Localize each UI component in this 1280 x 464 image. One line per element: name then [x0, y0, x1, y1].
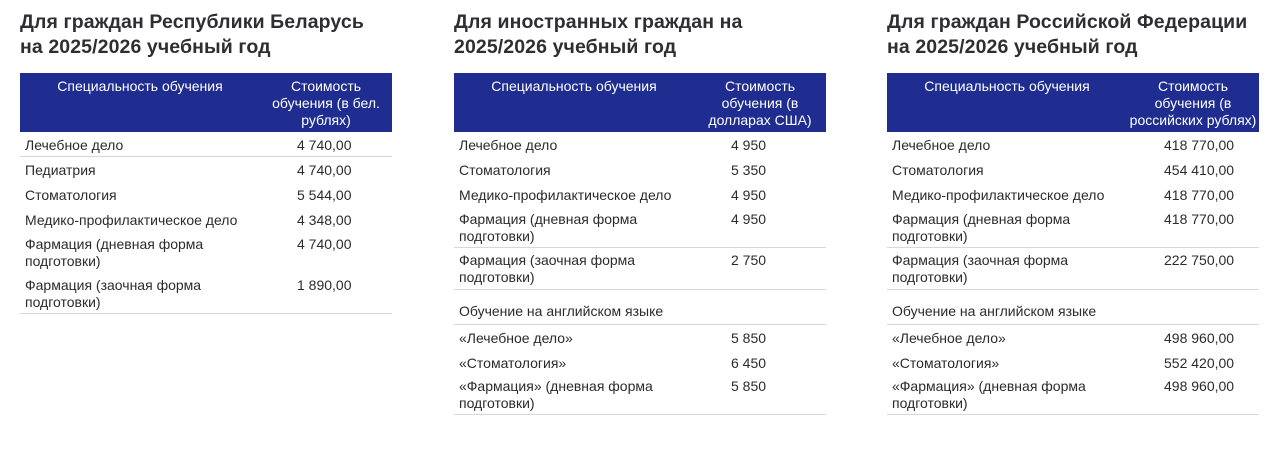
- table-row: [454, 208, 826, 248]
- price: 418 770,00: [1164, 187, 1235, 203]
- price: 222 750,00: [1164, 252, 1235, 268]
- price: 4 950: [731, 137, 767, 153]
- section-row-english: [887, 290, 1259, 325]
- block-heading: Для граждан Российской Федерации на 2025/2026 учебный год: [887, 11, 1248, 58]
- price: 4 740,00: [297, 137, 352, 153]
- tuition-table: [20, 73, 392, 314]
- table-row: [887, 208, 1259, 248]
- specialty: Фармация (дневная форма подготовки): [459, 211, 638, 244]
- table-row: [454, 375, 826, 415]
- specialty: «Лечебное дело»: [892, 330, 1006, 346]
- table-row: [20, 207, 392, 233]
- header-cost: Стоимость обучения (в российских рублях): [1129, 78, 1257, 128]
- price: 5 850: [731, 330, 767, 346]
- table-header: [454, 73, 826, 132]
- table-row: [887, 375, 1259, 415]
- price: 4 740,00: [297, 236, 352, 252]
- table-row: [887, 157, 1259, 182]
- price: 5 544,00: [297, 187, 352, 203]
- price: 2 750: [731, 252, 767, 268]
- specialty: «Фармация» (дневная форма подготовки): [459, 378, 653, 411]
- specialty: Лечебное дело: [459, 137, 558, 153]
- table-row: [887, 182, 1259, 208]
- table-header: [20, 73, 392, 132]
- table-row: [887, 248, 1259, 290]
- price: 454 410,00: [1164, 162, 1235, 178]
- tuition-table: [887, 73, 1259, 415]
- table-row: [454, 325, 826, 350]
- specialty: Фармация (дневная форма подготовки): [892, 211, 1071, 244]
- price: 4 348,00: [297, 212, 352, 228]
- section-title: Обучение на английском языке: [459, 303, 664, 319]
- specialty: Медико-профилактическое дело: [459, 187, 672, 203]
- block-heading: Для граждан Республики Беларусь на 2025/2026 учебный год: [20, 11, 364, 58]
- table-row: [454, 182, 826, 208]
- table-row: [887, 132, 1259, 157]
- table-row: [454, 157, 826, 182]
- price: 5 350: [731, 162, 767, 178]
- table-row: [887, 325, 1259, 350]
- price: 4 950: [731, 211, 767, 227]
- specialty: Медико-профилактическое дело: [892, 187, 1105, 203]
- specialty: Стоматология: [892, 162, 984, 178]
- table-row: [20, 274, 392, 314]
- specialty: Стоматология: [25, 187, 117, 203]
- specialty: Педиатрия: [25, 162, 96, 178]
- specialty: Медико-профилактическое дело: [25, 212, 238, 228]
- price: 498 960,00: [1164, 330, 1235, 346]
- header-cost: Стоимость обучения (в бел. рублях): [272, 78, 380, 128]
- table-row: [887, 350, 1259, 375]
- table-row: [454, 350, 826, 375]
- table-header: [887, 73, 1259, 132]
- price: 6 450: [731, 355, 767, 371]
- specialty: Стоматология: [459, 162, 551, 178]
- price: 4 740,00: [297, 162, 352, 178]
- specialty: Лечебное дело: [892, 137, 991, 153]
- table-row: [20, 157, 392, 182]
- header-cost: Стоимость обучения (в долларах США): [708, 78, 812, 128]
- specialty: Фармация (заочная форма подготовки): [459, 252, 636, 285]
- specialty: Фармация (дневная форма подготовки): [25, 236, 204, 269]
- header-specialty: Специальность обучения: [924, 78, 1090, 94]
- specialty: Фармация (заочная форма подготовки): [25, 277, 202, 310]
- section-row-english: [454, 290, 826, 325]
- table-row: [20, 132, 392, 157]
- price: 5 850: [731, 378, 767, 394]
- table-row: [20, 233, 392, 274]
- header-specialty: Специальность обучения: [491, 78, 657, 94]
- price: 552 420,00: [1164, 355, 1235, 371]
- tuition-block-foreign: [454, 10, 826, 415]
- table-row: [454, 132, 826, 157]
- tuition-block-russia: [887, 10, 1259, 415]
- tuition-block-belarus: [20, 10, 392, 314]
- header-specialty: Специальность обучения: [57, 78, 223, 94]
- price: 418 770,00: [1164, 211, 1235, 227]
- block-heading: Для иностранных граждан на 2025/2026 учебный год: [454, 11, 743, 58]
- price: 4 950: [731, 187, 767, 203]
- tuition-table: [454, 73, 826, 415]
- section-title: Обучение на английском языке: [892, 303, 1097, 319]
- price: 418 770,00: [1164, 137, 1235, 153]
- table-row: [20, 182, 392, 207]
- specialty: «Стоматология»: [459, 355, 567, 371]
- specialty: «Фармация» (дневная форма подготовки): [892, 378, 1086, 411]
- specialty: Фармация (заочная форма подготовки): [892, 252, 1069, 285]
- specialty: «Стоматология»: [892, 355, 1000, 371]
- price: 498 960,00: [1164, 378, 1235, 394]
- price: 1 890,00: [297, 277, 352, 293]
- table-row: [454, 248, 826, 290]
- specialty: «Лечебное дело»: [459, 330, 573, 346]
- specialty: Лечебное дело: [25, 137, 124, 153]
